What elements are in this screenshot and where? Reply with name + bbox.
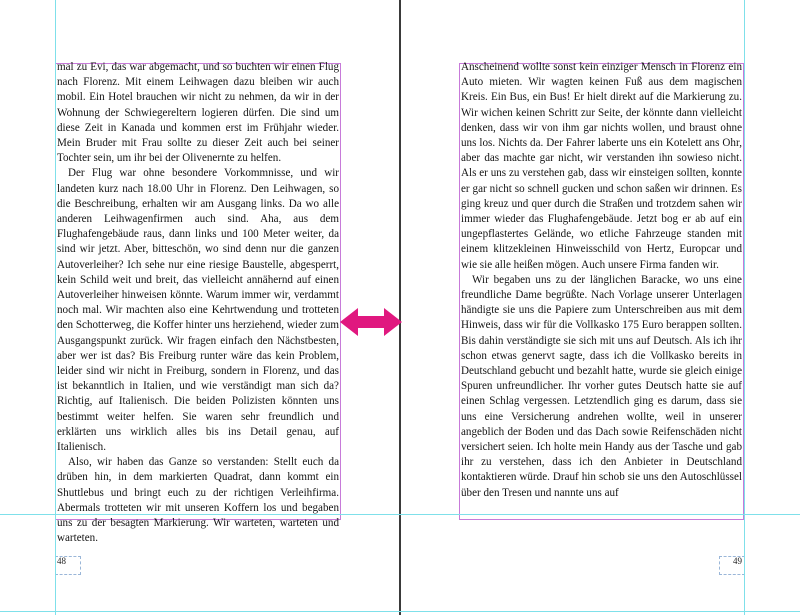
margin-guide [55,0,56,615]
double-headed-arrow-icon[interactable] [338,305,404,339]
paragraph: Wir begaben uns zu der länglichen Baracke, wo uns eine freundliche Dame begrüßte. Nach Vorlage unserer Unterlagen händigte sie uns die Papiere zum Unterschreiben aus mit dem Hinweis, dass wir für die Vollkasko 175 Euro berappen sollten. Bis dahin verständigte sie sich mit uns auf Deutsch. Als ich ihr schon etwas genervt sagte, dass ich die Vollkasko bereits in Deutschland gebucht und bezahlt hatte, wurde sie gleich einige Spuren unfreundlicher. Ihr vorher gutes Deutsch hatte sie auf einen Schlag vergessen. Letztendlich ging es darum, dass sie uns eine Versicherung andrehen wollte, weil in unserer angeblich der Boden und das Dach sowie Reifenschäden nicht versichert seien. Ich holte mein Handy aus der Tasche und gab ihr zu verstehen, dass ich den Anbieter in Deutschland kontaktieren würde. Drauf hin schob sie uns den Autoschlüssel über den Tresen und nannte uns auf [461,273,742,499]
right-page [401,0,800,615]
page-number-right: 49 [733,556,742,566]
paragraph: mal zu Evi, das war abgemacht, und so buchten wir einen Flug nach Florenz. Mit einem Leihwagen dazu bleiben wir auch mobil. Ein Hotel brauchen wir nicht zu nehmen, da wir in der Wohnung der Schwiegereltern logieren dürfen. Die sind um diese Zeit in Kanada und kommen erst im Frühjahr wieder. Mein Bruder mit Frau sollte zu dieser Zeit auch bei seiner Tochter sein, um ihr bei der Olivenernte zu helfen. [57,61,339,165]
paragraph: Der Flug war ohne besondere Vorkommnisse, und wir landeten kurz nach 18.00 Uhr in Florenz. Den Leihwagen, so die Beschreibung, erhalten wir am Ausgang links. Da wo alle anderen Leihwagenfirmen auch sind. Aha, aus dem Flughafengebäude raus, dann links und 100 Meter weiter, da sind wir jetzt. Aber, bitteschön, wo sind denn nur die ganzen Autoverleiher? Ich sehe nur eine riesige Baustelle, abgesperrt, kein Schild weit und breit, das vielleicht annähernd auf einen Autoverleiher hinweisen könnte. Warum immer wir, verdammt noch mal. Wir machten also eine Kehrtwendung und trotteten den Schotterweg, die Koffer hinter uns herziehend, wieder zum Ausgangspunkt zurück. Wir fragen einfach den Nächstbesten, aber wer ist das? Bis Freiburg runter wäre das kein Problem, leider sind wir nicht in Freiburg, sondern in Florenz, und das ist bekanntlich in Italien, und wie verständigt man sich da? Richtig, auf Italienisch. Die beiden Polizisten könnten uns bestimmt weiter helfen. Sie waren sehr freundlich und erklärten uns wirklich alles bis ins Detail genau, auf Italienisch. [57,167,339,454]
paragraph: Anscheinend wollte sonst kein einziger Mensch in Florenz ein Auto mieten. Wir wagten keinen Fuß aus dem magischen Kreis. Ein Bus, ein Bus! Er hielt direkt auf die Markierung zu. Wir wichen keinen Schritt zur Seite, der könnte dann vielleicht denken, dass wir von ihm gar nichts wollen, und braust ohne uns los. Nichts da. Der Fahrer laberte uns ein Kotelett ans Ohr, aber das machte gar nicht, wir verstanden ihn sowieso nicht. Als er uns zu verstehen gab, dass wir einsteigen sollten, konnte er gar nicht so schnell gucken und schon saßen wir drinnen. Es ging kreuz und quer durch die Straßen und trotzdem sahen wir immer wieder das Flughafengebäude. Jetzt bog er ab auf ein ungepflastertes Gelände, wo etliche Fahrzeuge standen mit einem klitzekleinen Hinweisschild von Hertz, Europcar und wie sie alle heißen mögen. Auch unsere Firma fanden wir. [461,61,742,271]
right-text-body [461,60,742,501]
left-text-frame[interactable] [55,61,341,545]
left-text-body [57,60,339,547]
baseline-guide [0,514,800,515]
bleed-guide [0,611,800,612]
right-text-frame[interactable] [459,63,744,520]
paragraph: Also, wir haben das Ganze so verstanden: Stellt euch da drüben hin, in dem markierten Quadrat, dann kommt ein Shuttlebus und bringt euch zu der richtigen Verleihfirma. Abermals trotteten wir mit unseren Koffern los und begaben uns zu der besagten Markierung. Wir warteten, warteten und warteten. [57,456,339,545]
margin-guide [744,0,745,615]
page-number-left: 48 [57,556,66,566]
